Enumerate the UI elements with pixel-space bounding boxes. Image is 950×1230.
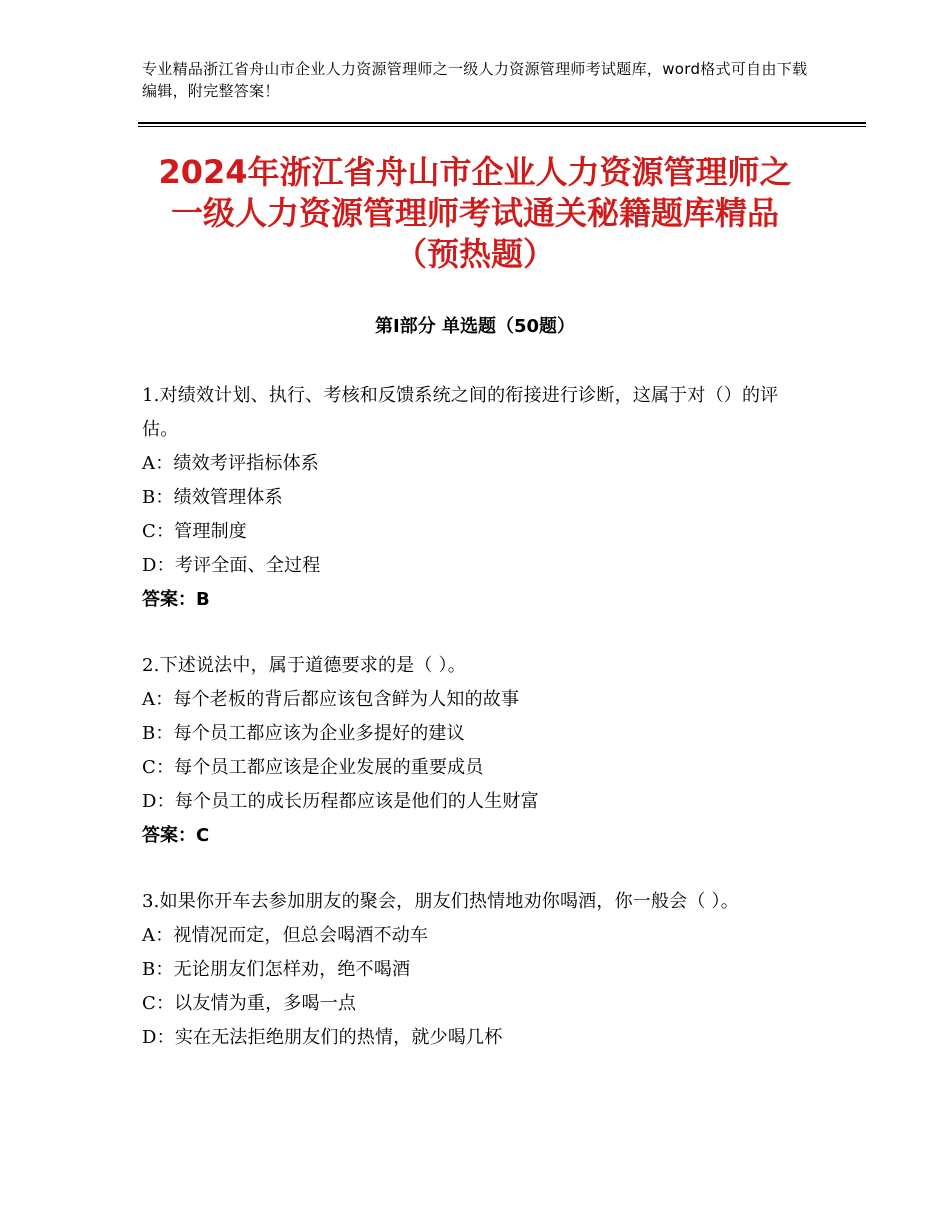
- question-1: [142, 379, 802, 617]
- question-stem: 2.下述说法中，属于道德要求的是（ ）。: [142, 655, 466, 676]
- option-b: B：无论朋友们怎样劝，绝不喝酒: [142, 959, 411, 980]
- header-note: 专业精品浙江省舟山市企业人力资源管理师之一级人力资源管理师考试题库，word格式可自由下载编辑，附完整答案！: [142, 60, 808, 100]
- option-d: D：考评全面、全过程: [142, 555, 321, 576]
- question-stem: 1.对绩效计划、执行、考核和反馈系统之间的衔接进行诊断，这属于对（）的评估。: [142, 385, 779, 440]
- title-line-1: 2024年浙江省舟山市企业人力资源管理师之: [158, 153, 792, 191]
- answer: 答案：C: [142, 825, 210, 846]
- answer: 答案：B: [142, 589, 210, 610]
- header-rule-thick: [138, 122, 866, 124]
- document-title: [120, 152, 830, 275]
- option-a: A：每个老板的背后都应该包含鲜为人知的故事: [142, 689, 520, 710]
- option-c: C：管理制度: [142, 521, 247, 542]
- title-line-3: （预热题）: [394, 235, 555, 273]
- question-2: [142, 649, 802, 853]
- header-rule-thin: [138, 126, 866, 127]
- option-d: D：实在无法拒绝朋友们的热情，就少喝几杯: [142, 1027, 503, 1048]
- question-stem: 3.如果你开车去参加朋友的聚会，朋友们热情地劝你喝酒，你一般会（ ）。: [142, 891, 739, 912]
- title-line-2: 一级人力资源管理师考试通关秘籍题库精品: [170, 194, 779, 232]
- option-b: B：绩效管理体系: [142, 487, 283, 508]
- option-d: D：每个员工的成长历程都应该是他们的人生财富: [142, 791, 539, 812]
- option-c: C：每个员工都应该是企业发展的重要成员: [142, 757, 484, 778]
- option-a: A：视情况而定，但总会喝酒不动车: [142, 925, 429, 946]
- option-b: B：每个员工都应该为企业多提好的建议: [142, 723, 465, 744]
- question-3: [142, 885, 802, 1055]
- question-list: [142, 379, 802, 1087]
- section-heading: 第Ⅰ部分 单选题（50题）: [374, 316, 575, 337]
- option-a: A：绩效考评指标体系: [142, 453, 319, 474]
- option-c: C：以友情为重，多喝一点: [142, 993, 357, 1014]
